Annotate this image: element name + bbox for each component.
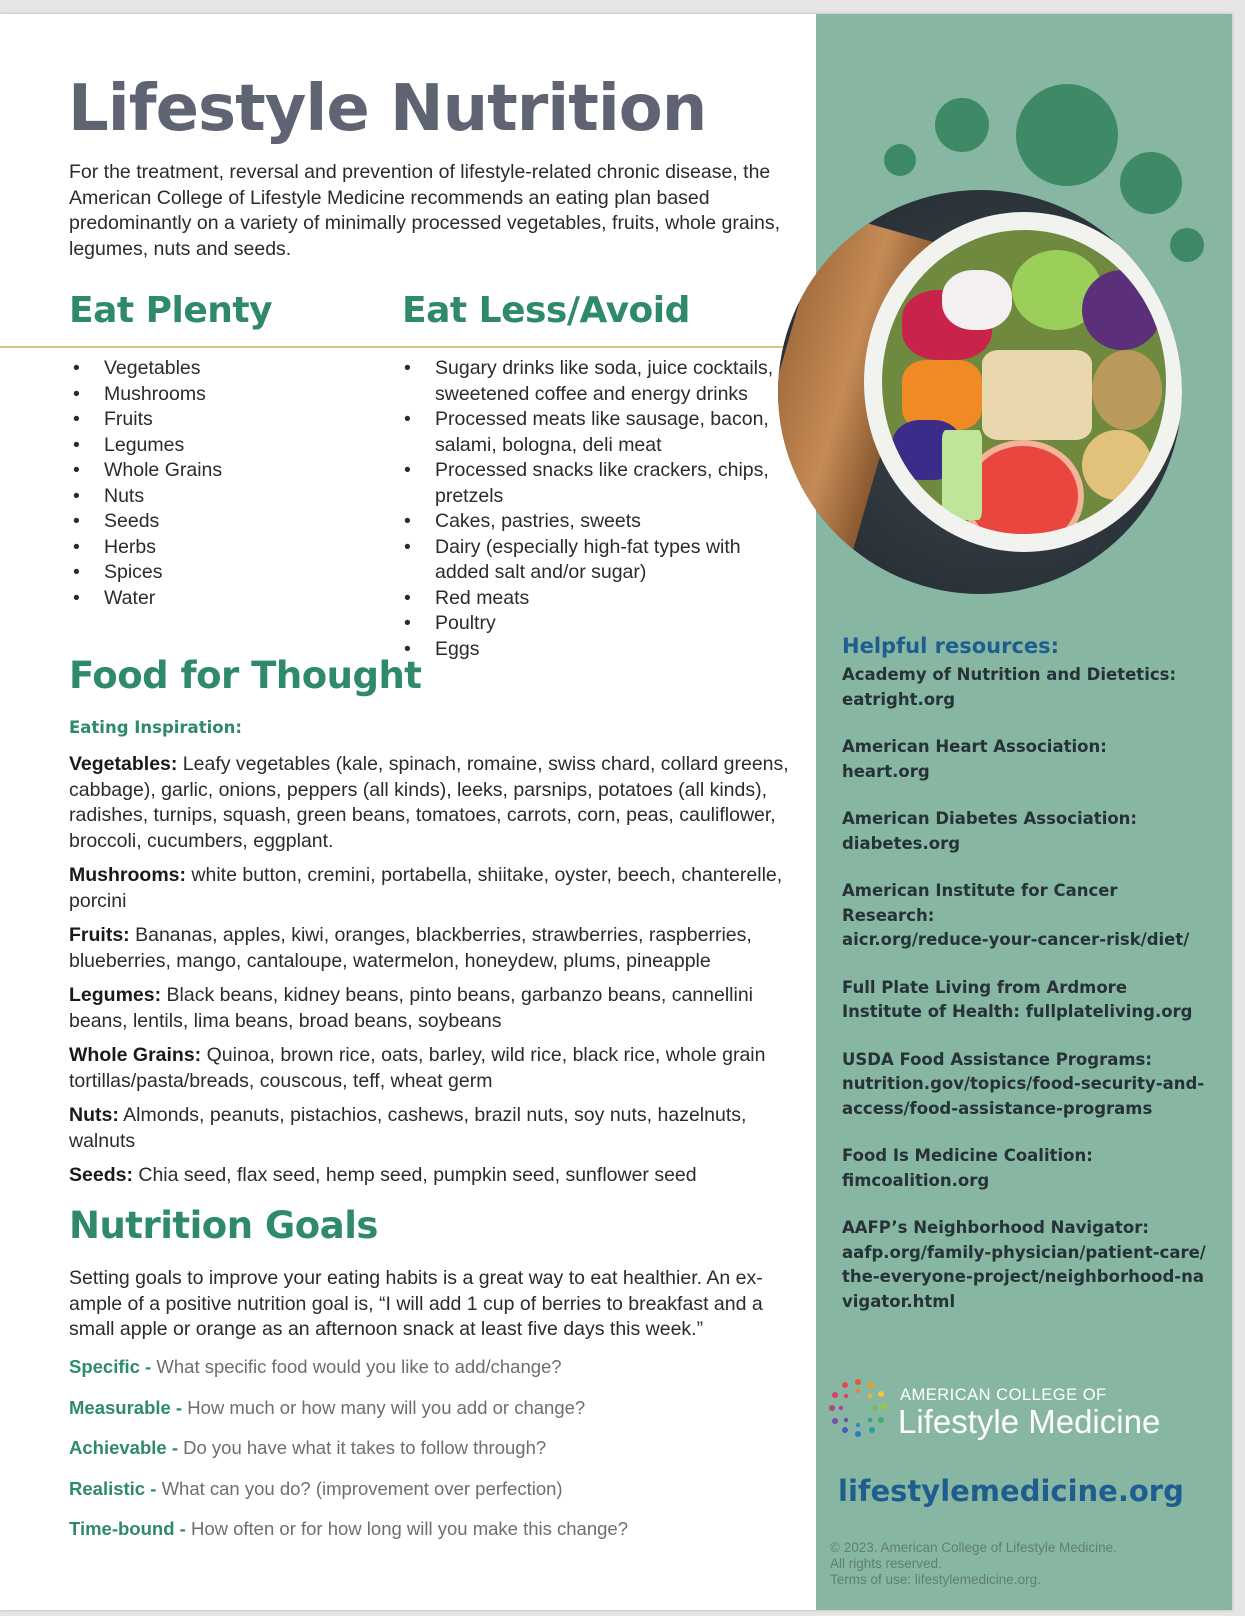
food-bowl-image (778, 190, 1182, 594)
nutrition-goals-paragraph: Setting goals to improve your eating habits is a great way to eat healthier. An ex-ample of a positive nutrition goal is, “I will add 1 cup of berries to breakfast and a small apple or orange as an afternoon snack at least five days this week.” (69, 1267, 763, 1340)
list-item: • Mushrooms (69, 382, 349, 408)
resource-item (842, 1048, 1212, 1122)
resource-link[interactable]: fimcoalition.org (842, 1170, 990, 1190)
list-item: • Vegetables (69, 356, 349, 382)
resources-list (842, 663, 1212, 1337)
resource-name: AAFP’s Neighborhood Navigator: (842, 1218, 1149, 1237)
resource-name-and-link[interactable]: Full Plate Living from Ardmore Institute of Health: fullplateliving.org (842, 977, 1193, 1021)
inspiration-item: Fruits: Bananas, apples, kiwi, oranges, blackberries, strawberries, raspberries, blueberries, mango, cantaloupe, watermelon, honeydew, plums, pineapple (69, 924, 752, 972)
resource-name: Academy of Nutrition and Dietetics: (842, 665, 1177, 684)
list-item: • Poultry (400, 611, 785, 637)
resource-link[interactable]: heart.org (842, 761, 930, 781)
resource-name: American Heart Association: (842, 737, 1107, 756)
list-item: • Nuts (69, 484, 349, 510)
logo-text-top: AMERICAN COLLEGE OF (900, 1386, 1107, 1404)
copyright-notice: © 2023. American College of Lifestyle Medicine. All rights reserved. Terms of use: lifestylemedicine.org. (830, 1540, 1117, 1587)
resource-item (842, 735, 1212, 784)
decorative-dot (1016, 84, 1118, 186)
resource-item (842, 976, 1212, 1025)
list-item: • Red meats (400, 586, 785, 612)
acolm-logo-icon (826, 1376, 890, 1440)
resource-item (842, 663, 1212, 712)
resource-link[interactable]: aicr.org/reduce-your-cancer-risk/diet/ (842, 930, 1190, 949)
inspiration-item: Vegetables: Leafy vegetables (kale, spinach, romaine, swiss chard, collard greens, cabbage), garlic, onions, peppers (all kinds), leeks, parsnips, potatoes (all kinds), radishes, turnips, squash, green beans, tomatoes, carrots, corn, peas, cauliflower, broccoli, cucumbers, eggplant. (69, 753, 789, 852)
inspiration-item: Seeds: Chia seed, flax seed, hemp seed, pumpkin seed, sunflower seed (69, 1164, 697, 1186)
intro-paragraph: For the treatment, reversal and prevention of lifestyle-related chronic disease, the American College of Lifestyle Medicine recommends an eating plan based predominantly on a variety of minimally processed vegetables, fruits, whole grains, legumes, nuts and seeds. (69, 161, 781, 260)
page-title: Lifestyle Nutrition (68, 72, 707, 146)
list-item: • Eggs (400, 637, 785, 663)
inspiration-item: Whole Grains: Quinoa, brown rice, oats, barley, wild rice, black rice, whole grain tortillas/pasta/breads, couscous, teff, wheat germ (69, 1044, 766, 1092)
inspiration-item: Nuts: Almonds, peanuts, pistachios, cashews, brazil nuts, soy nuts, hazelnuts, walnuts (69, 1104, 747, 1152)
resource-item (842, 879, 1212, 953)
website-link[interactable]: lifestylemedicine.org (838, 1474, 1184, 1508)
eat-less-list (400, 356, 785, 662)
list-item: • Seeds (69, 509, 349, 535)
list-item: • Processed snacks like crackers, chips, pretzels (400, 458, 785, 509)
smart-item-specific: Specific - What specific food would you like to add/change? (69, 1356, 562, 1377)
eating-inspiration-subheading: Eating Inspiration: (69, 718, 242, 737)
resource-item (842, 807, 1212, 856)
bowl-contents (882, 230, 1166, 534)
smart-item-achievable: Achievable - Do you have what it takes to follow through? (69, 1437, 547, 1458)
inspiration-item: Legumes: Black beans, kidney beans, pinto beans, garbanzo beans, cannellini beans, lentils, lima beans, broad beans, soybeans (69, 984, 754, 1032)
list-item: • Whole Grains (69, 458, 349, 484)
smart-item-measurable: Measurable - How much or how many will you add or change? (69, 1396, 586, 1418)
resource-name: Food Is Medicine Coalition: (842, 1146, 1093, 1165)
smart-goals-list (69, 1356, 789, 1559)
resource-link[interactable]: diabetes.org (842, 833, 961, 853)
helpful-resources-heading: Helpful resources: (842, 634, 1060, 658)
decorative-dot (1170, 228, 1204, 262)
resource-name: USDA Food Assistance Programs: (842, 1049, 1152, 1069)
eat-less-heading: Eat Less/Avoid (402, 290, 690, 331)
list-item: • Sugary drinks like soda, juice cocktails, sweetened coffee and energy drinks (400, 356, 785, 407)
resource-link[interactable]: nutrition.gov/topics/food-security-and-access/food-assistance-programs (842, 1074, 1205, 1118)
eat-plenty-heading: Eat Plenty (69, 290, 273, 331)
resource-name: American Diabetes Association: (842, 809, 1138, 828)
list-item: • Legumes (69, 433, 349, 459)
list-item: • Water (69, 586, 349, 612)
list-item: • Fruits (69, 407, 349, 433)
list-item: • Dairy (especially high-fat types with added salt and/or sugar) (400, 535, 785, 586)
food-for-thought-heading: Food for Thought (69, 654, 422, 697)
smart-item-time-bound: Time-bound - How often or for how long will you make this change? (69, 1518, 629, 1539)
list-item: • Cakes, pastries, sweets (400, 509, 785, 535)
list-item: • Herbs (69, 535, 349, 561)
list-item: • Spices (69, 560, 349, 586)
decorative-dot (884, 144, 916, 176)
logo-text-main: Lifestyle Medicine (898, 1403, 1161, 1440)
nutrition-goals-heading: Nutrition Goals (69, 1204, 378, 1247)
decorative-dot (935, 98, 989, 152)
resource-item (842, 1144, 1212, 1193)
eating-inspiration-list (69, 752, 799, 1198)
resource-name: American Institute for Cancer Research: (842, 881, 1118, 925)
eat-plenty-list (69, 356, 349, 611)
section-divider (0, 346, 790, 348)
decorative-dot (1120, 152, 1182, 214)
resource-item (842, 1216, 1212, 1314)
smart-item-realistic: Realistic - What can you do? (improvement over perfection) (69, 1477, 563, 1499)
list-item: • Processed meats like sausage, bacon, salami, bologna, deli meat (400, 407, 785, 458)
inspiration-item: Mushrooms: white button, cremini, portabella, shiitake, oyster, beech, chanterelle, porcini (69, 864, 783, 912)
resource-link[interactable]: eatright.org (842, 689, 956, 709)
page (0, 14, 1232, 1610)
resource-link[interactable]: aafp.org/family-physician/patient-care/the-everyone-project/neighborhood-navigator.html (842, 1242, 1206, 1311)
